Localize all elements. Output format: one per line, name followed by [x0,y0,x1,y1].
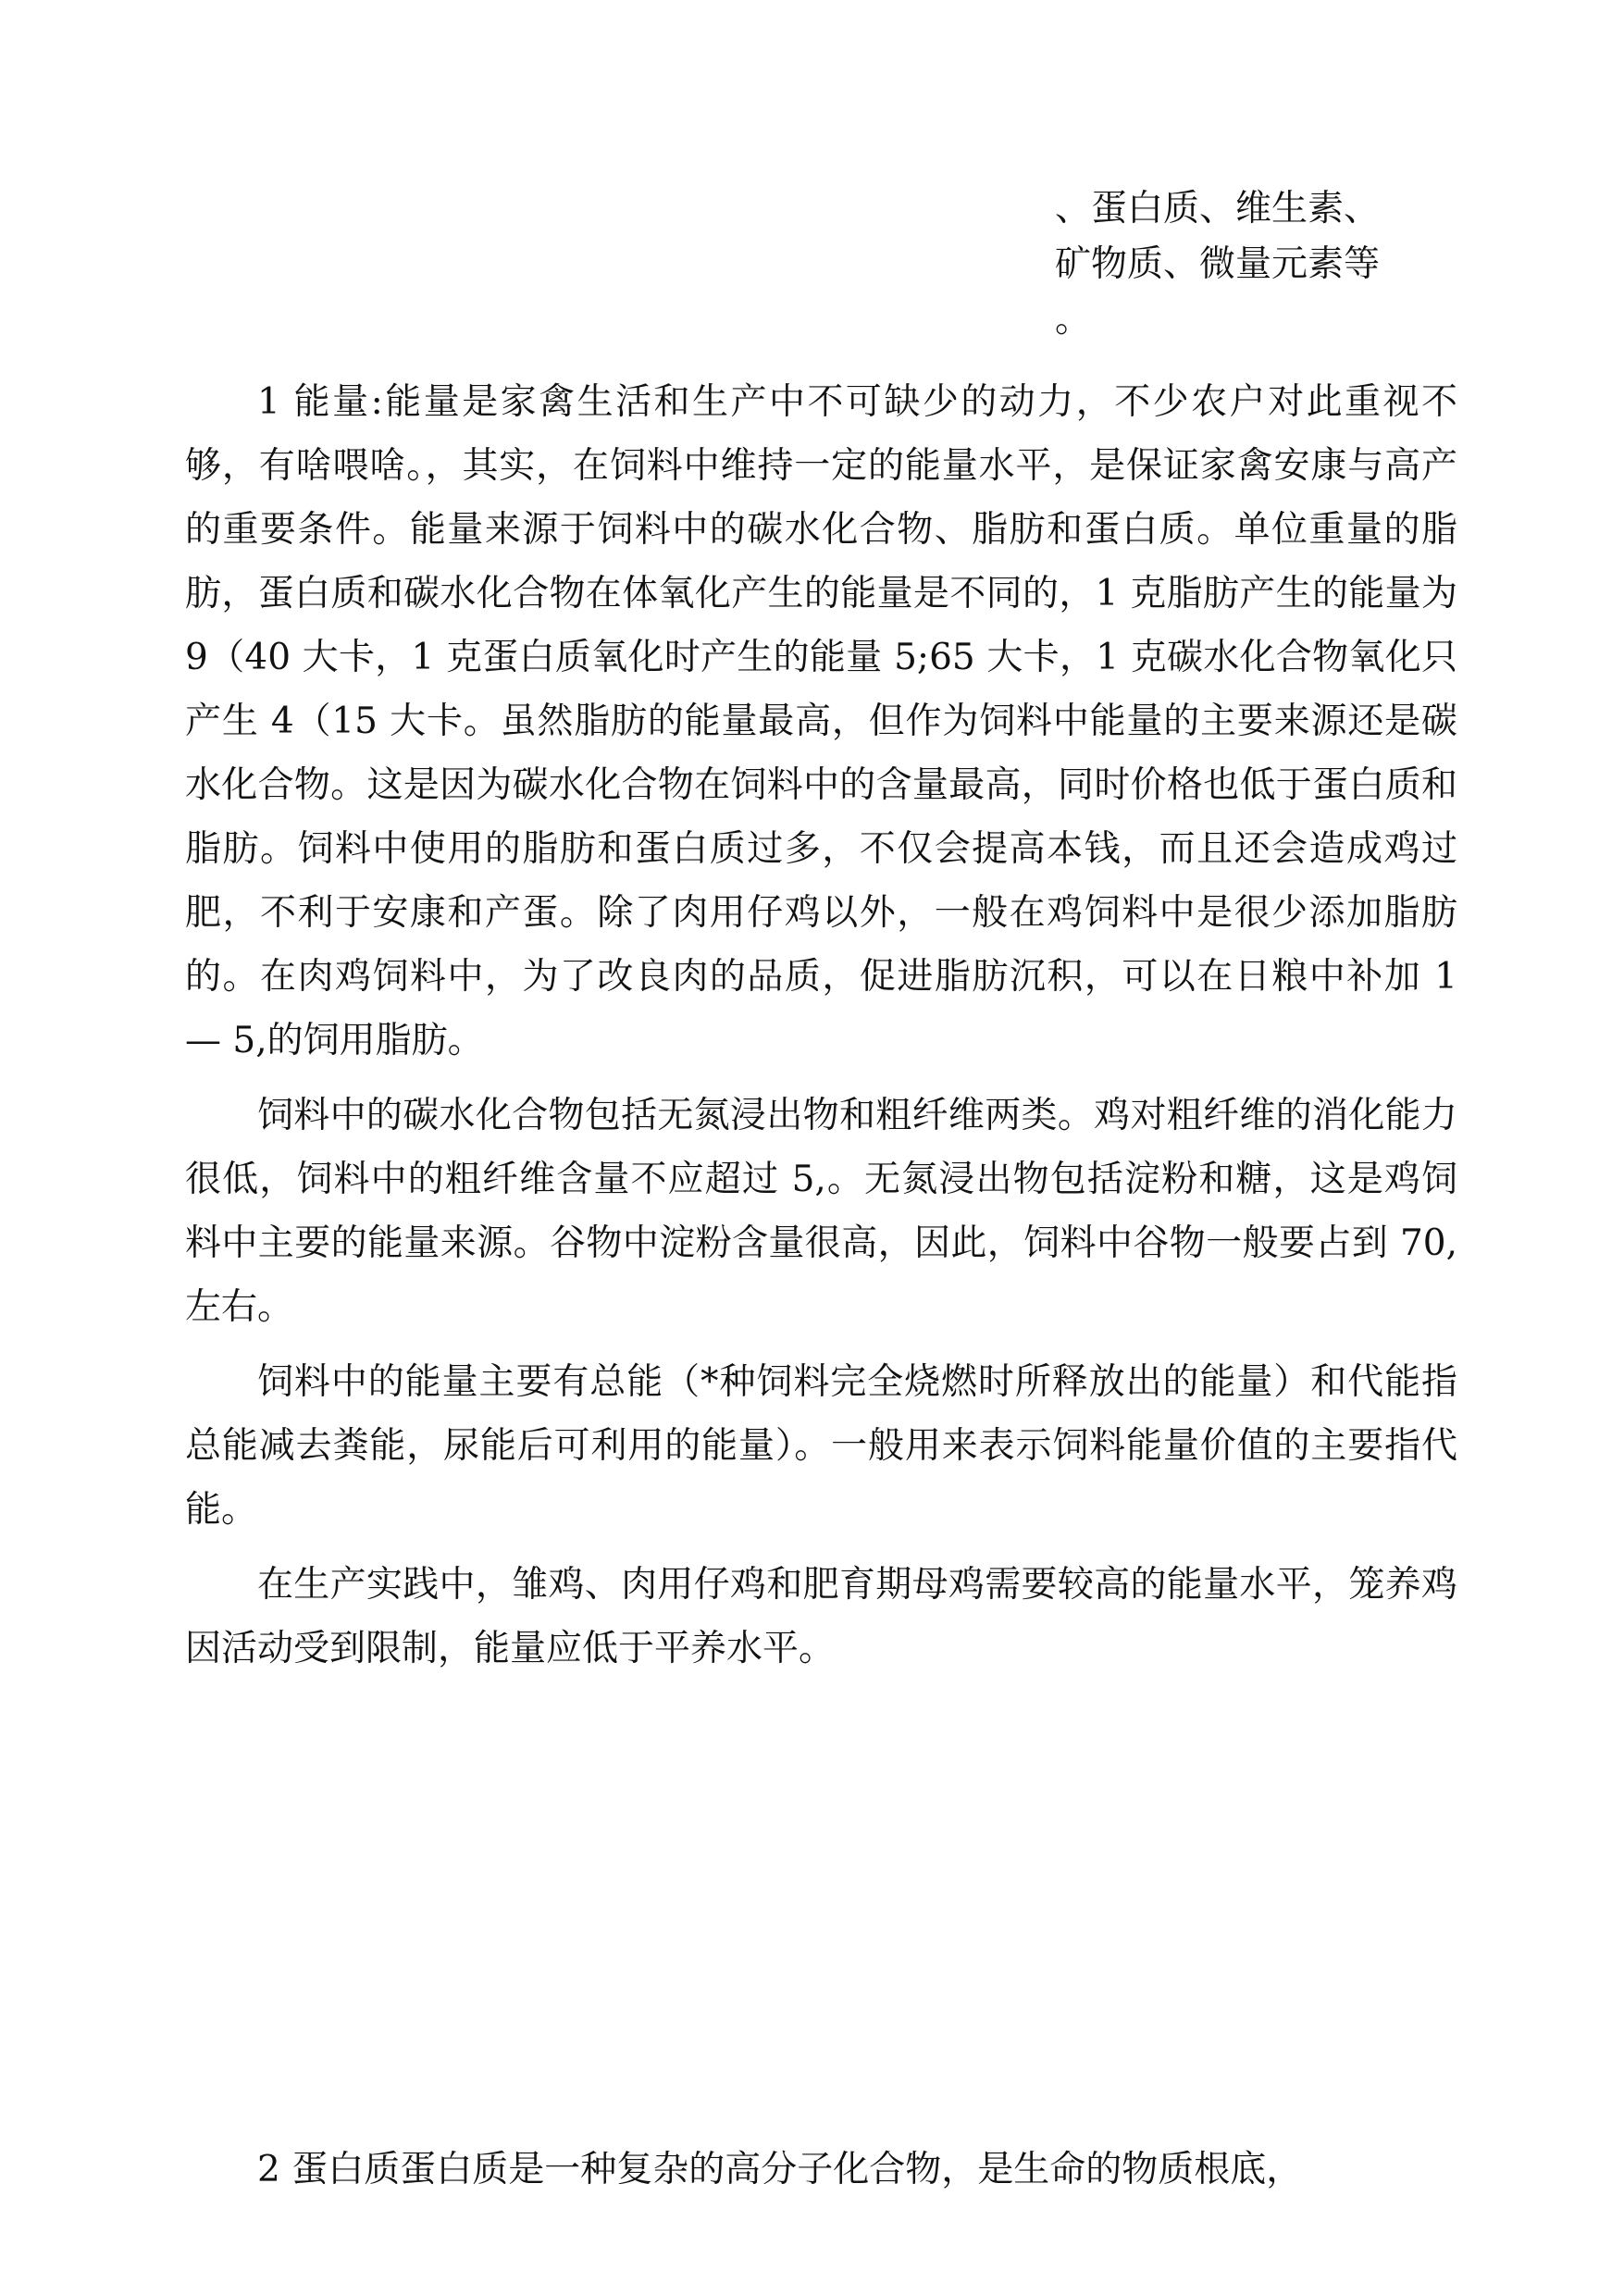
paragraph-energy-types: 饲料中的能量主要有总能（*种饲料完全烧燃时所释放出的能量）和代能指总能减去粪能，尿能后可利用的能量）。一般用来表示饲料能量价值的主要指代能。 [185,1361,1457,1531]
column-fragment [1055,181,1462,348]
fragment-line-1: 、蛋白质、维生素、 [1055,188,1381,230]
paragraph-carbohydrates: 饲料中的碳水化合物包括无氮浸出物和粗纤维两类。鸡对粗纤维的消化能力很低，饲料中的粗纤维含量不应超过 5,。无氮浸出物包括淀粉和糖，这是鸡饲料中主要的能量来源。谷物中淀粉含量很高，因此，饲料中谷物一般要占到 70,左右。 [185,1095,1457,1328]
fragment-line-2: 矿物质、微量元素等 [1055,243,1381,285]
body-text [185,370,1457,1681]
paragraph-protein: 2 蛋白质蛋白质是一种复杂的高分子化合物，是生命的物质根底， [257,2149,1303,2190]
paragraph-energy: 1 能量:能量是家禽生活和生产中不可缺少的动力，不少农户对此重视不够，有啥喂啥。，其实，在饲料中维持一定的能量水平，是保证家禽安康与高产的重要条件。能量来源于饲料中的碳水化合物、脂肪和蛋白质。单位重量的脂肪，蛋白质和碳水化合物在体氧化产生的能量是不同的，1 克脂肪产生的能量为 9（40 大卡，1 克蛋白质氧化时产生的能量 5;65 大卡，1 克碳水化合物氧化只产生 4（15 大卡。虽然脂肪的能量最高，但作为饲料中能量的主要来源还是碳水化合物。这是因为碳水化合物在饲料中的含量最高，同时价格也低于蛋白质和脂肪。饲料中使用的脂肪和蛋白质过多，不仅会提高本钱，而且还会造成鸡过肥，不利于安康和产蛋。除了肉用仔鸡以外，一般在鸡饲料中是很少添加脂肪的。在肉鸡饲料中，为了改良肉的品质，促进脂肪沉积，可以在日粮中补加 1 — 5,的饲用脂肪。 [185,381,1457,1061]
fragment-line-3: 。 [1055,299,1092,341]
paragraph-production-practice: 在生产实践中，雏鸡、肉用仔鸡和肥育期母鸡需要较高的能量水平，笼养鸡因活动受到限制，能量应低于平养水平。 [185,1564,1457,1669]
